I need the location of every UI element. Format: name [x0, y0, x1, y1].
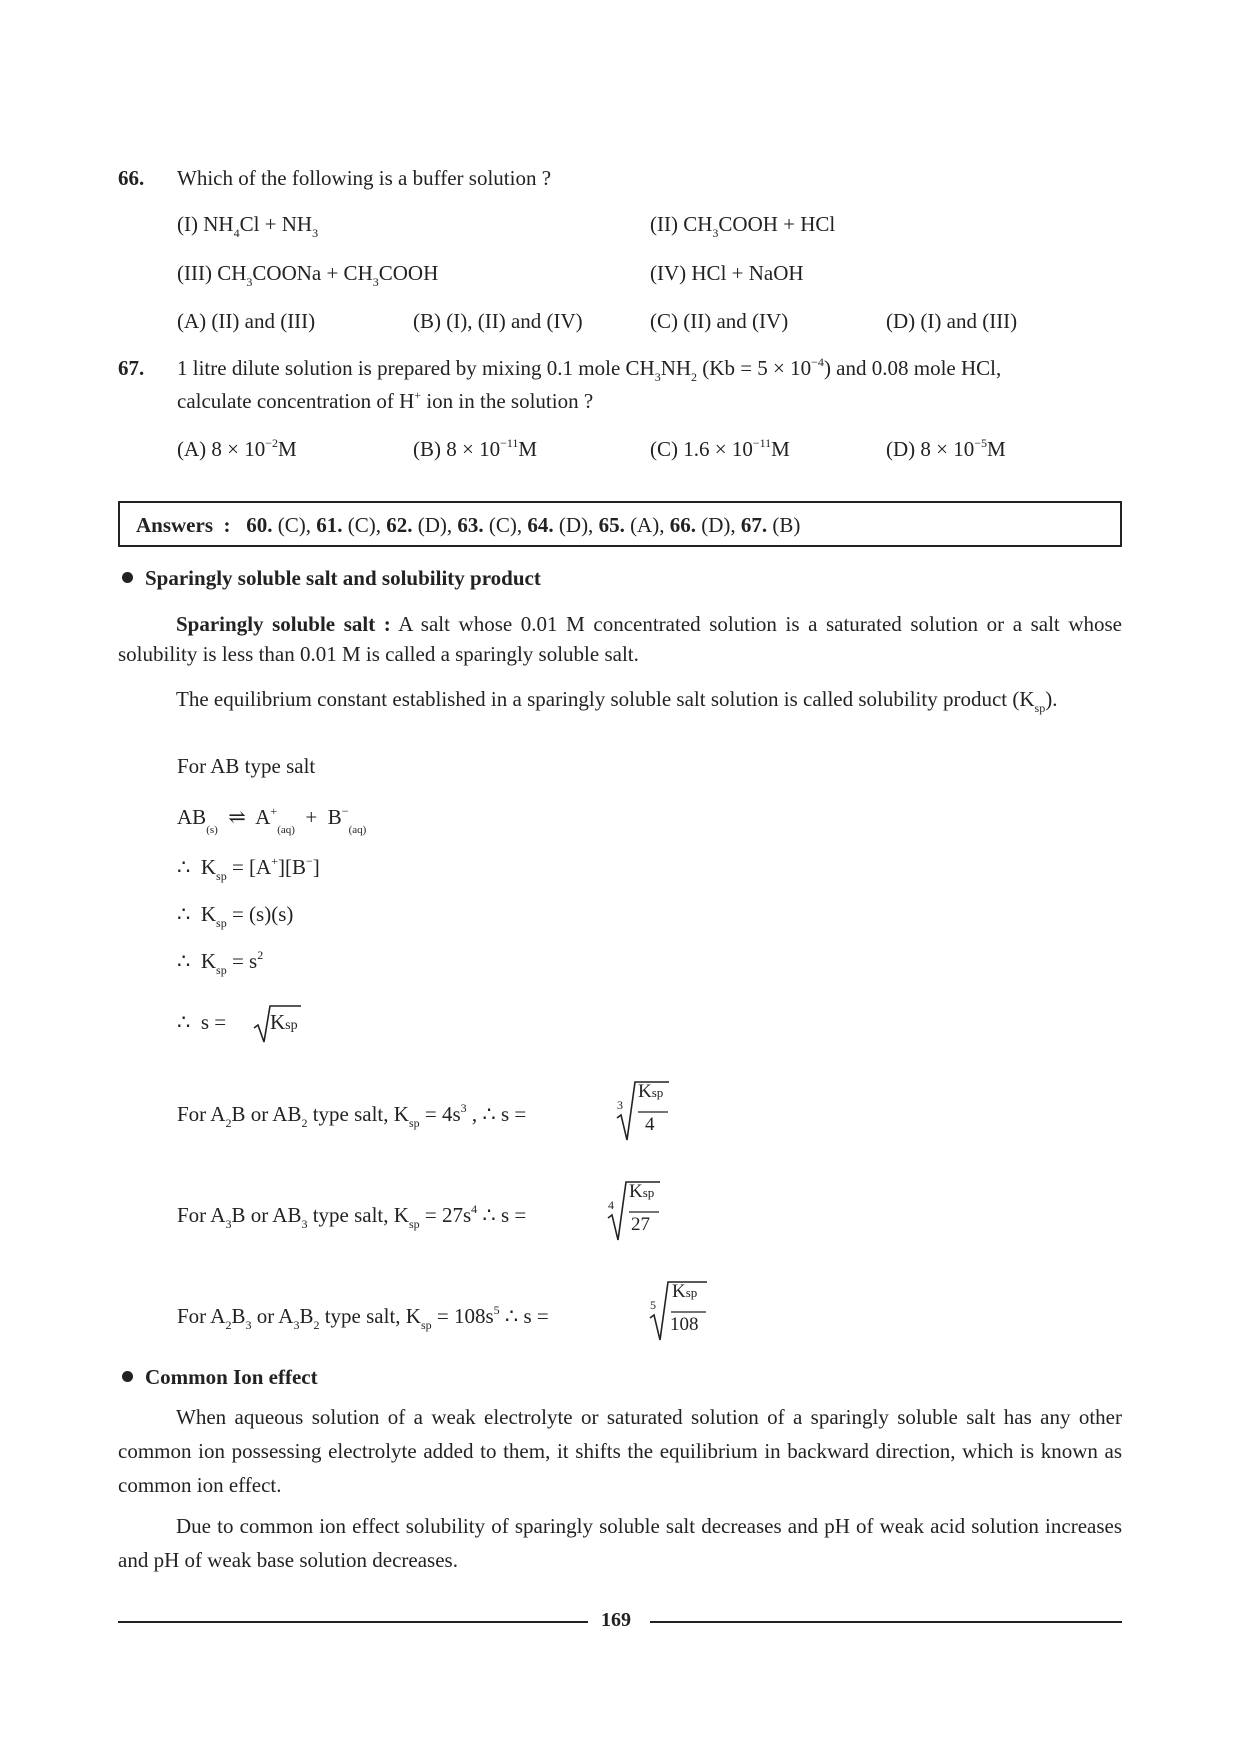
fifth-root-denominator: 108	[670, 1314, 699, 1335]
ab-type-title: For AB type salt	[177, 754, 316, 778]
q67-choice-d: (D) $8 \times 10^{-5}M$	[886, 436, 1006, 461]
definition-paragraph: Sparingly soluble salt : A salt whose 0.01 M concentrated solution is a saturated solution or a salt whose solubility is less than 0.01 M is called a sparingly soluble salt.	[118, 612, 1123, 666]
ksp-equation-3: ∴ $K_{sp} = s^2$	[177, 948, 264, 977]
q67-choice-b: (B) $8 \times 10^{-11}M$	[413, 436, 538, 461]
q66-number: 66.	[118, 166, 145, 190]
ksp-equation-2: ∴ $K_{sp} = (s)(s)$	[177, 902, 294, 930]
sqrt-radicand: Ksp	[270, 1010, 298, 1034]
common-ion-paragraph-1: When aqueous solution of a weak electrolyte or saturated solution of a sparingly soluble salt has any other common ion possessing electrolyte added to them, it shifts the equilibrium in backward direction, which is known as common ion effect.	[118, 1405, 1122, 1497]
fourth-root-index: 4	[608, 1198, 614, 1212]
dissociation-equation: $AB_{(s)}$ ⇌ $A^+_{(aq)} + B^-_{(aq)}$	[177, 804, 367, 836]
q67-number: 67.	[118, 356, 145, 380]
q66-question: Which of the following is a buffer solution ?	[177, 166, 552, 190]
q66-choice-b: (B) (I), (II) and (IV)	[413, 309, 583, 333]
q66-option-2: (II) $CH_3COOH$ + HCl	[650, 212, 836, 240]
q66-option-4: (IV) HCl + NaOH	[650, 261, 804, 285]
a3b-salt-formula: For $A_3B$ or $AB_3$ type salt, $K_{sp} = 27s^4$ ∴ s =	[177, 1202, 527, 1231]
a2b3-salt-formula: For $A_2B_3$ or $A_3B_2$ type salt, $K_{sp} = 108s^5$ ∴ s =	[177, 1303, 549, 1332]
fifth-root-index: 5	[650, 1298, 656, 1312]
cube-root-numerator: Ksp	[638, 1081, 664, 1102]
common-ion-paragraph-2: Due to common ion effect solubility of sparingly soluble salt decreases and pH of weak acid solution increases and pH of weak base solution decreases.	[118, 1514, 1122, 1572]
q66-choice-a: (A) (II) and (III)	[177, 309, 316, 333]
fourth-root-denominator: 27	[631, 1214, 650, 1235]
q66-choice-d: (D) (I) and (III)	[886, 309, 1018, 333]
answers-box	[118, 501, 1122, 547]
solubility-sqrt-equation: ∴ s =	[177, 1010, 227, 1034]
fifth-root-numerator: Ksp	[672, 1281, 698, 1302]
fourth-root-numerator: Ksp	[629, 1181, 655, 1202]
footer-rule-right	[650, 1621, 1122, 1623]
bullet-icon	[122, 1371, 133, 1382]
q67-choice-a: (A) $8 \times 10^{-2}M$	[177, 436, 297, 461]
q66-option-1: (I) $NH_4Cl + NH_3$	[177, 212, 319, 240]
a2b-salt-formula: For $A_2B$ or $AB_2$ type salt, $K_{sp} = 4s^3$ , ∴ s =	[177, 1101, 527, 1130]
q66-choice-c: (C) (II) and (IV)	[650, 309, 789, 333]
section-heading-solubility: Sparingly soluble salt and solubility product	[122, 566, 541, 591]
answers-line: Answers : 60. (C), 61. (C), 62. (D), 63. (C), 64. (D), 65. (A), 66. (D), 67. (B)	[136, 513, 801, 537]
cube-root-denominator: 4	[645, 1114, 655, 1135]
ksp-paragraph: The equilibrium constant established in a sparingly soluble salt solution is called solubility product $(K_{sp})$.	[176, 687, 1058, 715]
section-heading-common-ion: Common Ion effect	[122, 1365, 318, 1390]
q67-line-2: calculate concentration of H+ ion in the solution ?	[177, 388, 594, 413]
bullet-icon	[122, 572, 133, 583]
q66-option-3: (III) $CH_3COONa$ + $CH_3COOH$	[177, 261, 439, 289]
q67-line-1: 1 litre dilute solution is prepared by mixing 0.1 mole $CH_3NH_2$ $(Kb = 5 \times 10^{-4})$ and 0.08 mole HCl,	[177, 355, 1002, 384]
footer-rule-left	[118, 1621, 588, 1623]
ksp-equation-1: ∴ $K_{sp} = [A^+][B^-]$	[177, 854, 320, 883]
cube-root-index: 3	[617, 1098, 623, 1112]
page-number: 169	[601, 1609, 631, 1631]
q67-choice-c: (C) $1.6 \times 10^{-11}M$	[650, 436, 790, 461]
